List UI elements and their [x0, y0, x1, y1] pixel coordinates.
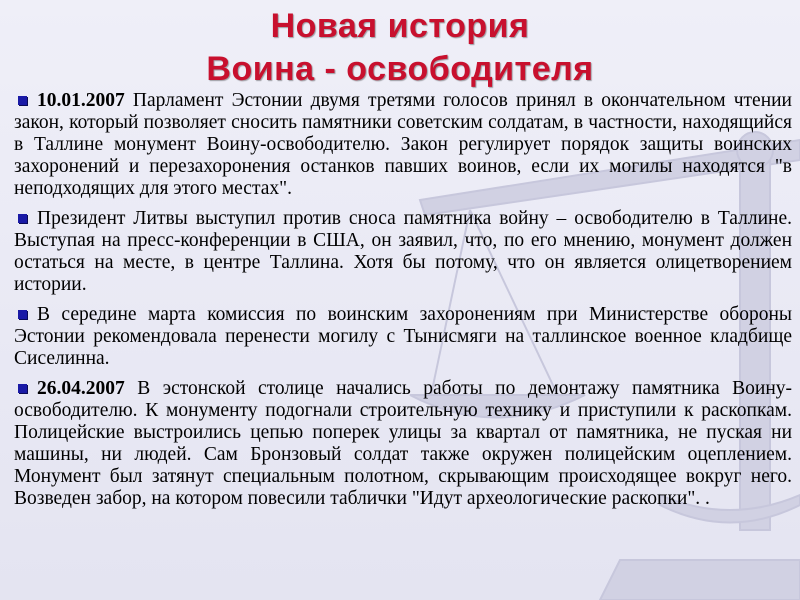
bullet-list [14, 90, 792, 518]
list-item [14, 304, 792, 370]
item-text: В середине марта комиссия по воинским захоронениям при Министерстве обороны Эстонии рекомендовала перенести могилу с Тынисмяги на таллинское военное кладбище Сиселинна. [14, 304, 792, 369]
item-text: Парламент Эстонии двумя третями голосов принял в окончательном чтении закон, который позволяет сносить памятники советским солдатам, в частности, находящийся в Таллине монумент Воину-освободителю. Закон регулирует порядок защиты воинских захоронений и перезахоронения останков павших воинов, если их могилы находятся "в неподходящих для этого местах". [14, 90, 792, 199]
square-bullet-icon [18, 310, 27, 319]
item-date: 10.01.2007 [37, 90, 125, 111]
square-bullet-icon [18, 96, 27, 105]
item-text: В эстонской столице начались работы по демонтажу памятника Воину-освободителю. К монументу подогнали строительную технику и приступили к раскопкам. Полицейские выстроились цепью поперек улицы за квартал от памятника, не пуская ни машины, ни людей. Сам Бронзовый солдат также окружен полицейским оцеплением. Монумент был затянут специальным полотном, скрывающим происходящее вокруг него. Возведен забор, на котором повесили таблички "Идут археологические раскопки". . [14, 378, 792, 509]
square-bullet-icon [18, 214, 27, 223]
list-item [14, 378, 792, 510]
item-text: Президент Литвы выступил против сноса памятника войну – освободителю в Таллине. Выступая на пресс-конференции в США, он заявил, что, по его мнению, монумент должен остаться на месте, в центре Таллина. Хотя бы потому, что он является олицетворением истории. [14, 208, 792, 295]
slide-title-line1: Новая история [270, 7, 530, 45]
slide-title-line2: Воина - освободителя [206, 50, 594, 88]
square-bullet-icon [18, 384, 27, 393]
item-date: 26.04.2007 [37, 378, 125, 399]
list-item [14, 90, 792, 200]
list-item [14, 208, 792, 296]
